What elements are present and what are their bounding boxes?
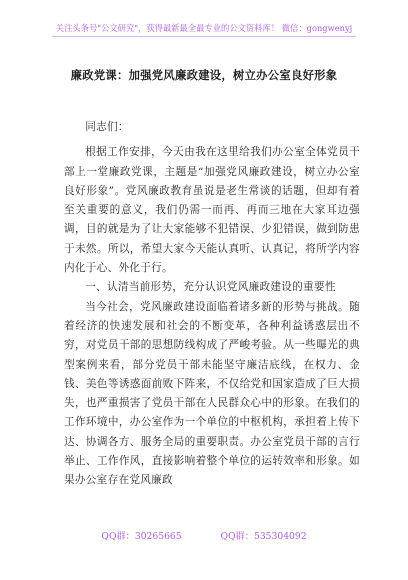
page-footer <box>0 528 408 542</box>
section-heading: 一、认清当前形势，充分认识党风廉政建设的重要性 <box>85 281 336 294</box>
qq-group-1: QQ群：30265665 <box>101 531 182 542</box>
paragraph: 根据工作安排，今天由我在这里给我们办公室全体党员干部上一堂廉政党课，主题是“加强党风廉政建设，树立办公室良好形象”。党风廉政教育虽说是老生常谈的话题，但却有着至关重要的意义，我们仍需一而再、再而三地在大家耳边强调，目的就是为了让大家能够不犯错误、少犯错误，做到防患于未然。所以，希望大家今天能认真听、认真记，将所学内容内化于心、外化于行。 <box>64 146 360 275</box>
document-body <box>64 118 360 491</box>
paragraph: 当今社会，党风廉政建设面临着诸多新的形势与挑战。随着经济的快速发展和社会的不断变革，各种利益诱惑层出不穷，对党员干部的思想防线构成了严峻考验。从一些曝光的典型案例来看，部分党员干部未能坚守廉洁底线，在权力、金钱、美色等诱惑面前败下阵来，不仅给党和国家造成了巨大损失，也严重损害了党员干部在人民群众心中的形象。在我们的工作环境中，办公室作为一个单位的中枢机构，承担着上传下达、协调各方、服务全局的重要职责。办公室党员干部的言行举止、工作作风，直接影响着整个单位的运转效率和形象。如果办公室存在党风廉政 <box>64 300 360 487</box>
salutation: 同志们： <box>85 121 129 133</box>
qq-group-2: QQ群：535304092 <box>220 531 307 542</box>
document-title: 廉政党课：加强党风廉政建设，树立办公室良好形象 <box>70 68 338 82</box>
header-divider <box>52 36 356 37</box>
page-header: 关注头条号"公文研究"，获得最新最全最专业的公文资料库！ 微信：gongwenyj <box>55 23 353 33</box>
